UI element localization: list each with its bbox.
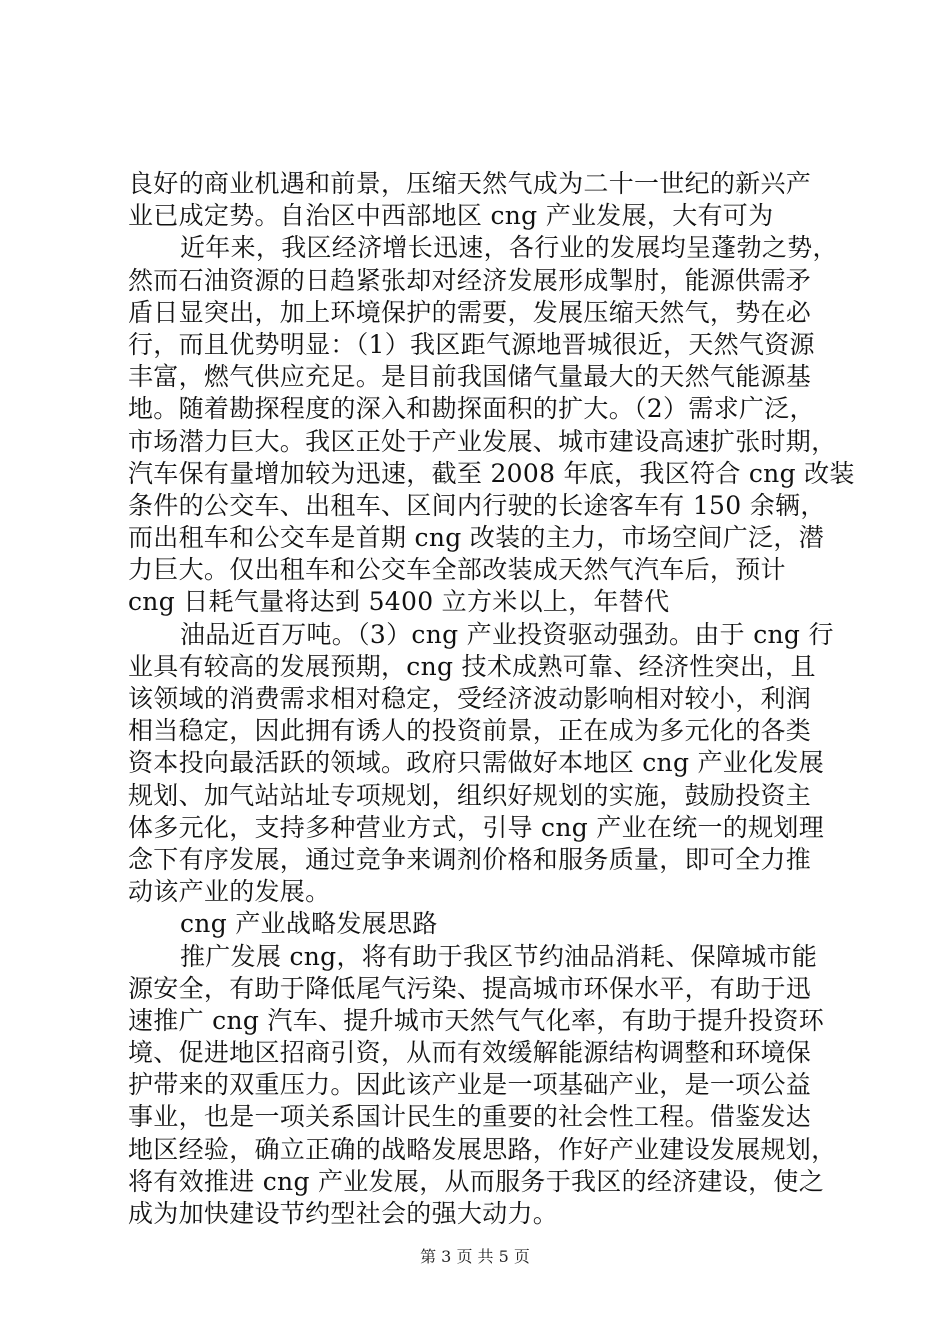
text-line: 近年来，我区经济增长迅速，各行业的发展均呈蓬勃之势， bbox=[180, 233, 838, 263]
text-line: 力巨大。仅出租车和公交车全部改装成天然气汽车后，预计 bbox=[128, 555, 786, 585]
text-line: 成为加快建设节约型社会的强大动力。 bbox=[128, 1199, 559, 1228]
text-line: 市场潜力巨大。我区正处于产业发展、城市建设高速扩张时期， bbox=[128, 426, 837, 456]
page-number-footer: 第 3 页 共 5 页 bbox=[420, 1247, 530, 1266]
text-line: 油品近百万吨。（3）cng 产业投资驱动强劲。由于 cng 行 bbox=[180, 619, 834, 649]
text-line: 而出租车和公交车是首期 cng 改装的主力，市场空间广泛，潜 bbox=[128, 523, 825, 553]
text-line: 推广发展 cng，将有助于我区节约油品消耗、保障城市能 bbox=[180, 941, 818, 971]
text-line: 护带来的双重压力。因此该产业是一项基础产业，是一项公益 bbox=[128, 1070, 812, 1100]
text-line: 源安全，有助于降低尾气污染、提高城市环保水平，有助于迅 bbox=[128, 973, 812, 1003]
text-line: 将有效推进 cng 产业发展，从而服务于我区的经济建设，使之 bbox=[128, 1166, 825, 1196]
text-line: 地。随着勘探程度的深入和勘探面积的扩大。（2）需求广泛， bbox=[128, 394, 815, 424]
text-line: 事业，也是一项关系国计民生的重要的社会性工程。借鉴发达 bbox=[128, 1102, 812, 1132]
text-line: 汽车保有量增加较为迅速，截至 2008 年底，我区符合 cng 改装 bbox=[128, 458, 855, 488]
text-line: 相当稳定，因此拥有诱人的投资前景，正在成为多元化的各类 bbox=[128, 716, 812, 746]
section-heading: cng 产业战略发展思路 bbox=[180, 909, 438, 939]
text-line: 良好的商业机遇和前景，压缩天然气成为二十一世纪的新兴产 bbox=[128, 169, 812, 198]
text-line: 体多元化，支持多种营业方式，引导 cng 产业在统一的规划理 bbox=[128, 812, 825, 842]
text-line: 资本投向最活跃的领域。政府只需做好本地区 cng 产业化发展 bbox=[128, 748, 825, 778]
text-line: 速推广 cng 汽车、提升城市天然气气化率，有助于提升投资环 bbox=[128, 1005, 825, 1035]
text-line: 念下有序发展，通过竞争来调剂价格和服务质量，即可全力推 bbox=[128, 844, 812, 874]
text-line: cng 日耗气量将达到 5400 立方米以上，年替代 bbox=[128, 587, 670, 617]
document-body bbox=[128, 168, 855, 1230]
text-line: 条件的公交车、出租车、区间内行驶的长途客车有 150 余辆， bbox=[128, 490, 826, 520]
text-line: 境、促进地区招商引资，从而有效缓解能源结构调整和环境保 bbox=[128, 1038, 812, 1068]
text-line: 动该产业的发展。 bbox=[128, 877, 331, 907]
text-line: 业具有较高的发展预期，cng 技术成熟可靠、经济性突出，且 bbox=[128, 651, 816, 681]
text-line: 地区经验，确立正确的战略发展思路，作好产业建设发展规划， bbox=[128, 1134, 837, 1164]
text-line: 该领域的消费需求相对稳定，受经济波动影响相对较小，利润 bbox=[128, 684, 812, 713]
text-line: 丰富，燃气供应充足。是目前我国储气量最大的天然气能源基 bbox=[128, 362, 812, 392]
text-line: 业已成定势。自治区中西部地区 cng 产业发展，大有可为 bbox=[128, 201, 774, 231]
text-line: 然而石油资源的日趋紧张却对经济发展形成掣肘，能源供需矛 bbox=[128, 265, 812, 295]
text-line: 规划、加气站站址专项规划，组织好规划的实施，鼓励投资主 bbox=[128, 780, 812, 810]
text-line: 盾日显突出，加上环境保护的需要，发展压缩天然气，势在必 bbox=[128, 297, 812, 327]
text-line: 行，而且优势明显：（1）我区距气源地晋城很近，天然气资源 bbox=[128, 329, 815, 359]
